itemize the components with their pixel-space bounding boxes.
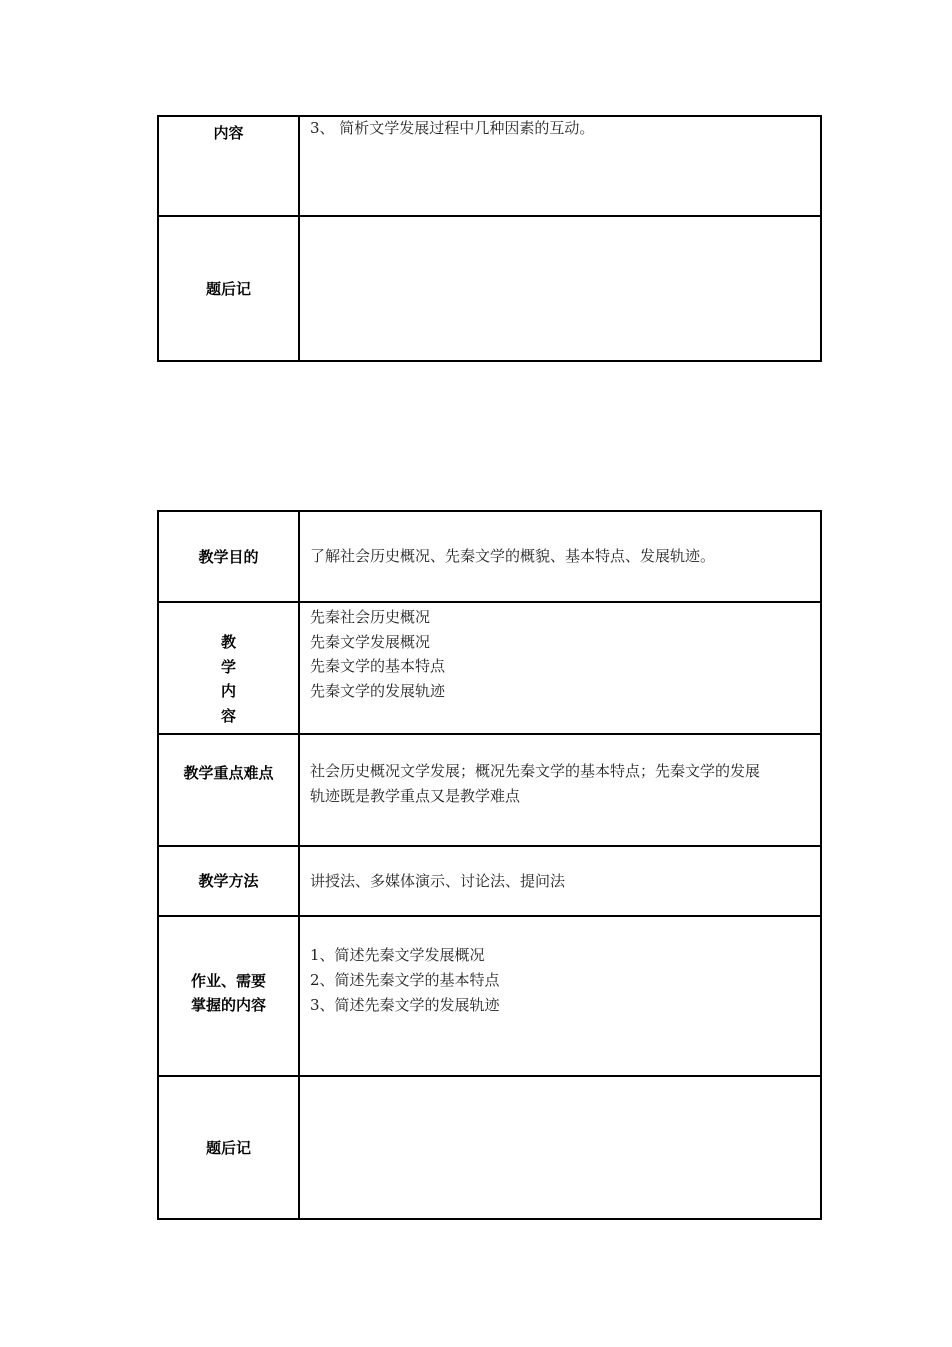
row-label-text: 作业、需要 <box>190 972 266 990</box>
row-label-teaching-objective <box>158 511 299 602</box>
row-label-text: 教学方法 <box>198 872 259 890</box>
table-row <box>158 216 821 361</box>
row-label-postscript <box>158 1076 299 1219</box>
content-line: 1、简述先秦文学发展概况 <box>310 946 485 964</box>
row-label-homework <box>158 916 299 1076</box>
table-row <box>158 1076 821 1219</box>
row-label-teaching-method <box>158 846 299 916</box>
content-line: 社会历史概况文学发展；概况先秦文学的基本特点；先秦文学的发展 <box>310 762 761 780</box>
row-content-postscript <box>299 216 821 361</box>
content-line: 3、简述先秦文学的发展轨迹 <box>310 996 500 1014</box>
row-label-text: 内容 <box>213 124 244 142</box>
row-content-key-difficult-points <box>299 734 821 846</box>
table-row <box>158 511 821 602</box>
content-line: 轨迹既是教学重点又是教学难点 <box>310 787 521 805</box>
content-line: 讲授法、多媒体演示、讨论法、提问法 <box>310 871 566 890</box>
table-row <box>158 116 821 216</box>
row-label-char: 教 <box>220 633 236 651</box>
content-line: 2、简述先秦文学的基本特点 <box>310 971 500 989</box>
row-label-text: 教学重点难点 <box>183 764 274 782</box>
row-content-content <box>299 116 821 216</box>
row-content-teaching-content <box>299 602 821 734</box>
content-line: 先秦社会历史概况 <box>310 608 431 626</box>
table-row <box>158 916 821 1076</box>
row-label-key-difficult-points <box>158 734 299 846</box>
row-label-content <box>158 116 299 216</box>
row-content-postscript <box>299 1076 821 1219</box>
content-line: 了解社会历史概况、先秦文学的概貌、基本特点、发展轨迹。 <box>310 547 716 565</box>
row-content-homework <box>299 916 821 1076</box>
content-line: 先秦文学发展概况 <box>310 632 431 651</box>
row-label-teaching-content <box>158 602 299 734</box>
row-content-teaching-objective <box>299 511 821 602</box>
lesson-table-continued <box>157 115 822 362</box>
row-label-postscript <box>158 216 299 361</box>
row-label-text: 教学目的 <box>198 547 259 566</box>
table-row <box>158 734 821 846</box>
content-line: 3、 简析文学发展过程中几种因素的互动。 <box>310 119 595 137</box>
content-line: 先秦文学的基本特点 <box>310 657 446 675</box>
row-label-char: 内 <box>220 682 236 700</box>
row-label-text: 题后记 <box>205 279 251 298</box>
row-label-char: 学 <box>220 657 236 676</box>
table-row <box>158 846 821 916</box>
row-label-text: 题后记 <box>205 1138 251 1157</box>
row-label-text: 掌握的内容 <box>190 996 266 1014</box>
row-content-teaching-method <box>299 846 821 916</box>
table-row <box>158 602 821 734</box>
lesson-plan-table <box>157 510 822 1220</box>
row-label-char: 容 <box>220 706 236 725</box>
content-line: 先秦文学的发展轨迹 <box>310 681 446 700</box>
